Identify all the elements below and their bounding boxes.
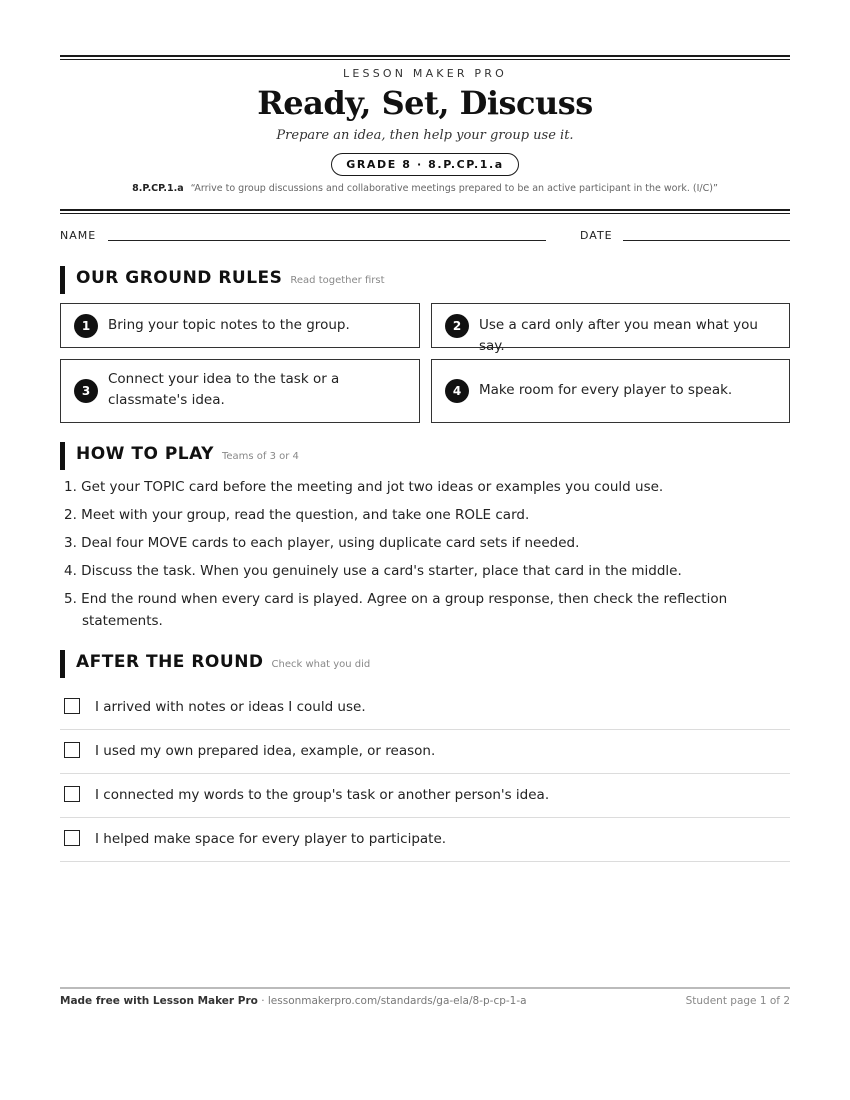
grade-badge: GRADE 8 · 8.P.CP.1.a bbox=[331, 153, 519, 176]
ground-rule-card bbox=[431, 303, 790, 354]
rule-text: Make room for every player to speak. bbox=[479, 382, 733, 398]
ground-rule-card bbox=[431, 359, 790, 423]
footer-credit bbox=[60, 995, 527, 1007]
ground-rules-note: Read together first bbox=[290, 275, 385, 286]
brand-name: LESSON MAKER PRO bbox=[343, 67, 507, 80]
checklist-row bbox=[60, 730, 790, 774]
checkbox[interactable] bbox=[64, 830, 80, 846]
name-label: NAME bbox=[60, 229, 97, 242]
checkbox[interactable] bbox=[64, 786, 80, 802]
how-to-play-title: HOW TO PLAY bbox=[76, 444, 214, 464]
standard-text: “Arrive to group discussions and collaborative meetings prepared to be an active participant in the work. (I/C)” bbox=[190, 183, 718, 194]
checklist-row bbox=[60, 686, 790, 730]
page-subtitle: Prepare an idea, then help your group use it. bbox=[276, 128, 574, 143]
ground-rules-title: OUR GROUND RULES bbox=[76, 268, 283, 288]
top-rule-thin bbox=[60, 59, 790, 60]
section-bar bbox=[60, 266, 65, 294]
checklist-text: I helped make space for every player to participate. bbox=[95, 831, 447, 847]
how-to-play-note: Teams of 3 or 4 bbox=[221, 451, 299, 462]
name-date-row bbox=[60, 229, 790, 245]
header-rule-thin bbox=[60, 213, 790, 214]
checklist-text: I used my own prepared idea, example, or reason. bbox=[95, 743, 436, 759]
ground-rules-heading bbox=[76, 268, 385, 288]
steps-list bbox=[64, 476, 764, 638]
after-round-title: AFTER THE ROUND bbox=[76, 652, 264, 672]
rule-number-badge: 3 bbox=[74, 379, 98, 403]
rule-number-badge: 1 bbox=[74, 314, 98, 338]
after-round-note: Check what you did bbox=[271, 659, 371, 670]
ground-rule-card bbox=[60, 303, 420, 348]
checklist-text: I arrived with notes or ideas I could use. bbox=[95, 699, 366, 715]
rule-number-badge: 2 bbox=[445, 314, 469, 338]
footer-page-number: Student page 1 of 2 bbox=[685, 995, 790, 1007]
checklist-row bbox=[60, 774, 790, 818]
footer-made-with: Made free with Lesson Maker Pro bbox=[60, 995, 258, 1007]
name-field[interactable] bbox=[108, 240, 546, 241]
section-bar bbox=[60, 442, 65, 470]
checklist-text: I connected my words to the group's task or another person's idea. bbox=[95, 787, 550, 803]
grade-badge-wrap bbox=[60, 153, 790, 176]
rule-text: Use a card only after you mean what you say. bbox=[479, 317, 758, 354]
header-rule bbox=[60, 209, 790, 211]
rule-number-badge: 4 bbox=[445, 379, 469, 403]
rule-text: Connect your idea to the task or a classmate's idea. bbox=[108, 371, 340, 408]
step-item: 4. Discuss the task. When you genuinely use a card's starter, place that card in the middle. bbox=[64, 563, 682, 579]
standard-line bbox=[60, 183, 790, 194]
how-to-play-heading bbox=[76, 444, 299, 464]
rule-text: Bring your topic notes to the group. bbox=[108, 317, 350, 333]
footer-rule bbox=[60, 987, 790, 989]
step-item: 5. End the round when every card is played. Agree on a group response, then check the reflection statements. bbox=[64, 591, 728, 629]
ground-rule-card bbox=[60, 359, 420, 423]
step-item: 3. Deal four MOVE cards to each player, using duplicate card sets if needed. bbox=[64, 535, 580, 551]
standard-code: 8.P.CP.1.a bbox=[132, 183, 184, 194]
date-label: DATE bbox=[580, 229, 613, 242]
checkbox[interactable] bbox=[64, 742, 80, 758]
page-title: Ready, Set, Discuss bbox=[257, 84, 593, 122]
after-round-heading bbox=[76, 652, 370, 672]
checkbox[interactable] bbox=[64, 698, 80, 714]
footer-url[interactable]: · lessonmakerpro.com/standards/ga-ela/8-p-cp-1-a bbox=[257, 995, 527, 1007]
section-bar bbox=[60, 650, 65, 678]
checklist-row bbox=[60, 818, 790, 862]
step-item: 2. Meet with your group, read the question, and take one ROLE card. bbox=[64, 507, 530, 523]
date-field[interactable] bbox=[623, 240, 790, 241]
step-item: 1. Get your TOPIC card before the meeting and jot two ideas or examples you could use. bbox=[64, 479, 664, 495]
